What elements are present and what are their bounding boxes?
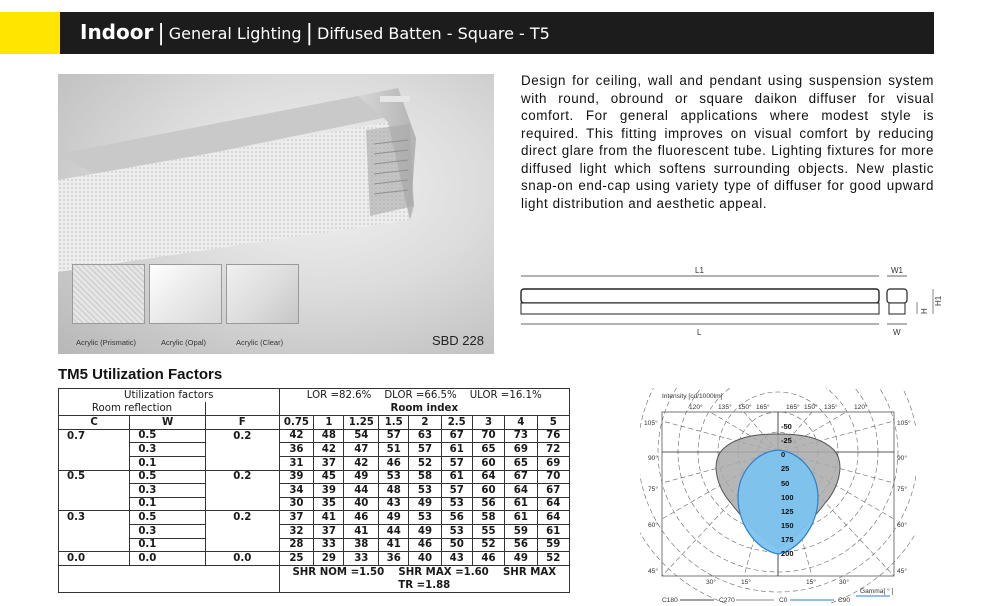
dim-l: L — [697, 328, 702, 337]
room-reflection-label: Room reflection — [59, 402, 206, 416]
angle-label: 60° — [648, 522, 658, 529]
utilization-value: 53 — [441, 524, 472, 538]
utilization-value: 34 — [279, 484, 314, 498]
utilization-value: 67 — [505, 470, 537, 484]
legend-label: C90 — [838, 597, 851, 604]
utilization-value: 35 — [314, 497, 344, 511]
floor-reflectance: 0.0 — [206, 552, 280, 566]
angle-label: 165° — [786, 404, 800, 411]
floor-reflectance: 0.2 — [206, 511, 280, 525]
room-index-label: Room index — [279, 402, 569, 416]
lor-row — [279, 389, 569, 403]
shr-values: SHR NOM =1.50 SHR MAX =1.60 SHR MAX — [279, 565, 569, 579]
utilization-value: 53 — [409, 484, 441, 498]
category-label: Indoor — [80, 20, 154, 44]
floor-reflectance — [206, 456, 280, 470]
utilization-value: 48 — [379, 484, 409, 498]
table-row — [59, 552, 570, 566]
intensity-label: 0 — [781, 450, 786, 459]
intensity-label: 150 — [781, 521, 794, 530]
thumbnail-label: Acrylic (Opal) — [161, 338, 207, 347]
page-title — [80, 20, 550, 45]
thumbnail-label: Acrylic (Clear) — [236, 338, 284, 347]
table-row — [59, 538, 570, 552]
utilization-value: 56 — [472, 497, 504, 511]
wall-reflectance: 0.1 — [130, 456, 206, 470]
utilization-value: 64 — [537, 497, 570, 511]
dim-h: H — [920, 308, 929, 314]
utilization-value: 33 — [314, 538, 344, 552]
legend-label: C270 — [719, 597, 735, 604]
intensity-label: 25 — [781, 464, 790, 473]
utilization-value: 49 — [505, 552, 537, 566]
utilization-value: 56 — [441, 511, 472, 525]
utilization-factors-label: Utilization factors — [59, 389, 280, 403]
utilization-value: 52 — [472, 538, 504, 552]
utilization-value: 60 — [472, 456, 504, 470]
utilization-value: 41 — [344, 524, 379, 538]
utilization-value: 45 — [314, 470, 344, 484]
utilization-table — [58, 388, 570, 593]
dim-l1: L1 — [695, 266, 704, 275]
thumbnail-label: Acrylic (Prismatic) — [76, 338, 136, 347]
shr-row — [59, 565, 570, 579]
utilization-value: 56 — [505, 538, 537, 552]
ceiling-reflectance — [59, 443, 130, 457]
utilization-value: 69 — [537, 456, 570, 470]
floor-reflectance: 0.2 — [206, 429, 280, 443]
ulor-value: ULOR =16.1% — [469, 389, 542, 401]
utilization-value: 61 — [505, 497, 537, 511]
utilization-value: 69 — [505, 443, 537, 457]
utilization-value: 76 — [537, 429, 570, 443]
legend-label: C180 — [662, 597, 678, 604]
left-angle-labels — [644, 419, 658, 575]
table-row — [59, 443, 570, 457]
wall-reflectance: 0.5 — [130, 511, 206, 525]
angle-label: 75° — [648, 486, 658, 493]
floor-reflectance — [206, 443, 280, 457]
utilization-value: 54 — [344, 429, 379, 443]
utilization-value: 60 — [472, 484, 504, 498]
utilization-title: TM5 Utilization Factors — [58, 366, 223, 383]
tr-value: TR =1.88 — [279, 579, 569, 593]
utilization-value: 70 — [537, 470, 570, 484]
angle-label: 75° — [897, 486, 907, 493]
wall-reflectance: 0.3 — [130, 484, 206, 498]
utilization-value: 57 — [409, 443, 441, 457]
wall-reflectance: 0.5 — [130, 470, 206, 484]
angle-label: 45° — [648, 568, 658, 575]
gamma-label: Gamma[ ° ] — [860, 588, 894, 595]
header-row-factors — [59, 389, 570, 403]
room-index-value: 1 — [314, 416, 344, 430]
floor-reflectance: 0.2 — [206, 470, 280, 484]
model-code: SBD 228 — [431, 333, 484, 348]
header-row-columns — [59, 416, 570, 430]
utilization-value: 28 — [279, 538, 314, 552]
utilization-value: 57 — [441, 456, 472, 470]
utilization-value: 36 — [279, 443, 314, 457]
utilization-value: 55 — [472, 524, 504, 538]
utilization-value: 46 — [409, 538, 441, 552]
angle-label: 45° — [897, 568, 907, 575]
angle-label: 30° — [706, 579, 716, 586]
table-row — [59, 456, 570, 470]
utilization-value: 37 — [279, 511, 314, 525]
utilization-value: 51 — [379, 443, 409, 457]
utilization-value: 39 — [279, 470, 314, 484]
room-index-value: 5 — [537, 416, 570, 430]
wall-reflectance: 0.0 — [130, 552, 206, 566]
application-label: General Lighting — [168, 24, 302, 43]
utilization-value: 47 — [344, 443, 379, 457]
utilization-value: 41 — [314, 511, 344, 525]
utilization-value: 64 — [537, 511, 570, 525]
floor-reflectance — [206, 538, 280, 552]
dim-w: W — [893, 328, 901, 337]
utilization-value: 31 — [279, 456, 314, 470]
dim-w1: W1 — [891, 266, 903, 275]
intensity-label: -25 — [781, 436, 792, 445]
utilization-value: 52 — [537, 552, 570, 566]
wall-reflectance: 0.1 — [130, 497, 206, 511]
utilization-value: 65 — [505, 456, 537, 470]
thumbnail-prismatic — [72, 264, 145, 324]
column-header-c: C — [59, 416, 130, 430]
angle-label: 30° — [839, 579, 849, 586]
wall-reflectance: 0.3 — [130, 443, 206, 457]
angle-label: 150° — [804, 404, 818, 411]
utilization-value: 49 — [409, 497, 441, 511]
utilization-rows — [59, 429, 570, 565]
header-row-reflection — [59, 402, 570, 416]
angle-label: 90° — [897, 455, 907, 462]
light-distribution-diagram — [640, 388, 916, 604]
angle-label: 15° — [741, 579, 751, 586]
utilization-value: 49 — [379, 511, 409, 525]
title-separator: | — [157, 21, 165, 46]
utilization-value: 33 — [344, 552, 379, 566]
utilization-value: 53 — [379, 470, 409, 484]
product-photo — [58, 74, 494, 354]
utilization-value: 40 — [344, 497, 379, 511]
utilization-value: 42 — [279, 429, 314, 443]
table-row — [59, 511, 570, 525]
floor-reflectance — [206, 497, 280, 511]
utilization-value: 49 — [409, 524, 441, 538]
utilization-value: 29 — [314, 552, 344, 566]
utilization-value: 64 — [472, 470, 504, 484]
utilization-value: 58 — [472, 511, 504, 525]
angle-label: 120° — [854, 404, 868, 411]
wall-reflectance: 0.3 — [130, 524, 206, 538]
utilization-value: 53 — [409, 511, 441, 525]
angle-label: 135° — [824, 404, 838, 411]
utilization-value: 43 — [441, 552, 472, 566]
wall-reflectance: 0.5 — [130, 429, 206, 443]
angle-label: 135° — [718, 404, 732, 411]
angle-label: 60° — [897, 522, 907, 529]
table-row — [59, 470, 570, 484]
utilization-value: 49 — [344, 470, 379, 484]
utilization-value: 37 — [314, 456, 344, 470]
utilization-value: 58 — [409, 470, 441, 484]
utilization-value: 48 — [314, 429, 344, 443]
utilization-value: 65 — [472, 443, 504, 457]
column-header-w: W — [130, 416, 206, 430]
utilization-value: 41 — [379, 538, 409, 552]
angle-label: 15° — [806, 579, 816, 586]
angle-label: 150° — [738, 404, 752, 411]
thumbnail-clear — [226, 264, 299, 324]
top-angle-labels — [689, 403, 868, 411]
utilization-value: 46 — [379, 456, 409, 470]
room-index-value: 0.75 — [279, 416, 314, 430]
utilization-value: 53 — [441, 497, 472, 511]
angle-label: 90° — [648, 455, 658, 462]
angle-label: 165° — [756, 404, 770, 411]
angle-label: 105° — [644, 420, 658, 427]
room-index-value: 4 — [505, 416, 537, 430]
dim-h1: H1 — [934, 295, 943, 306]
utilization-value: 63 — [409, 429, 441, 443]
utilization-value: 50 — [441, 538, 472, 552]
ceiling-reflectance — [59, 524, 130, 538]
utilization-value: 67 — [441, 429, 472, 443]
utilization-value: 52 — [409, 456, 441, 470]
room-index-value: 3 — [472, 416, 504, 430]
intensity-label: 200 — [781, 549, 794, 558]
utilization-value: 61 — [537, 524, 570, 538]
intensity-unit-label: Intensity [cd/1000lm] — [662, 393, 723, 400]
utilization-value: 40 — [409, 552, 441, 566]
room-index-value: 2.5 — [441, 416, 472, 430]
utilization-value: 57 — [379, 429, 409, 443]
utilization-value: 61 — [441, 470, 472, 484]
utilization-value: 37 — [314, 524, 344, 538]
ceiling-reflectance: 0.3 — [59, 511, 130, 525]
title-separator: | — [305, 21, 313, 46]
dlor-value: DLOR =66.5% — [384, 389, 457, 401]
room-index-value: 2 — [409, 416, 441, 430]
utilization-value: 73 — [505, 429, 537, 443]
header-bar — [0, 12, 934, 54]
thumbnail-opal — [149, 264, 222, 324]
floor-reflectance — [206, 524, 280, 538]
utilization-value: 44 — [344, 484, 379, 498]
table-cell — [206, 402, 280, 416]
utilization-value: 46 — [472, 552, 504, 566]
ceiling-reflectance: 0.7 — [59, 429, 130, 443]
room-index-value: 1.5 — [379, 416, 409, 430]
table-row — [59, 429, 570, 443]
table-cell — [59, 565, 280, 592]
table-row — [59, 497, 570, 511]
right-angle-labels — [897, 419, 911, 575]
product-label: Diffused Batten - Square - T5 — [317, 24, 550, 43]
dimension-drawing — [515, 262, 955, 342]
intensity-label: 175 — [781, 535, 794, 544]
utilization-value: 67 — [537, 484, 570, 498]
utilization-value: 42 — [344, 456, 379, 470]
ceiling-reflectance: 0.0 — [59, 552, 130, 566]
utilization-value: 25 — [279, 552, 314, 566]
angle-label: 120° — [689, 404, 703, 411]
angle-label: 105° — [897, 420, 911, 427]
intensity-label: 100 — [781, 493, 794, 502]
utilization-value: 32 — [279, 524, 314, 538]
table-row — [59, 484, 570, 498]
wall-reflectance: 0.1 — [130, 538, 206, 552]
utilization-value: 61 — [505, 511, 537, 525]
ceiling-reflectance: 0.5 — [59, 470, 130, 484]
utilization-value: 72 — [537, 443, 570, 457]
bottom-angle-labels — [706, 578, 849, 586]
utilization-value: 59 — [537, 538, 570, 552]
intensity-label: 50 — [781, 479, 790, 488]
utilization-value: 30 — [279, 497, 314, 511]
header-accent — [0, 12, 60, 54]
ceiling-reflectance — [59, 484, 130, 498]
utilization-value: 59 — [505, 524, 537, 538]
utilization-value: 42 — [314, 443, 344, 457]
utilization-value: 38 — [344, 538, 379, 552]
utilization-value: 57 — [441, 484, 472, 498]
room-index-value: 1.25 — [344, 416, 379, 430]
intensity-label: -50 — [781, 422, 792, 431]
column-header-f: F — [206, 416, 280, 430]
curve-legend — [662, 597, 850, 604]
ceiling-reflectance — [59, 538, 130, 552]
product-description: Design for ceiling, wall and pendant using suspension system with round, obround or square daikon diffuser for visual comfort. For general applications where modest style is required. This fitting improves on visual comfort by reducing direct glare from the fluorescent tube. Lighting fixtures for more diffused light which softens surrounding objects. New plastic snap-on end-cap using variety type of diffuser for good upward light distribution and aesthetic appeal. — [521, 73, 934, 211]
utilization-value: 44 — [379, 524, 409, 538]
ceiling-reflectance — [59, 497, 130, 511]
utilization-value: 43 — [379, 497, 409, 511]
utilization-value: 39 — [314, 484, 344, 498]
utilization-value: 70 — [472, 429, 504, 443]
utilization-value: 46 — [344, 511, 379, 525]
utilization-value: 61 — [441, 443, 472, 457]
floor-reflectance — [206, 484, 280, 498]
table-row — [59, 524, 570, 538]
legend-label: C0 — [779, 597, 788, 604]
utilization-value: 64 — [505, 484, 537, 498]
ceiling-reflectance — [59, 456, 130, 470]
utilization-value: 36 — [379, 552, 409, 566]
intensity-label: 125 — [781, 507, 794, 516]
lor-value: LOR =82.6% — [306, 389, 372, 401]
